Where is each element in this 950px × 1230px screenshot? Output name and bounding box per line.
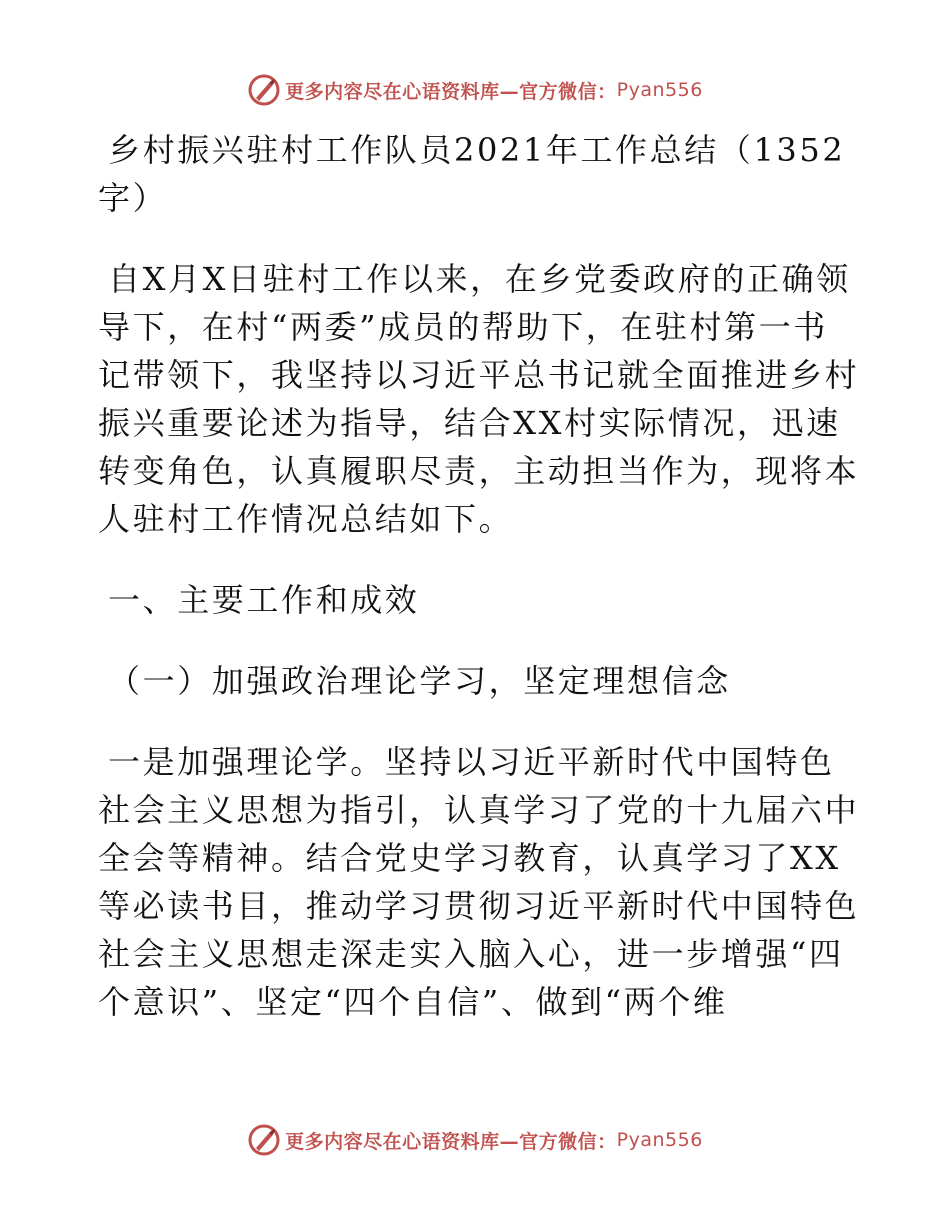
watermark-footer <box>0 1120 950 1160</box>
subsection-heading: （一）加强政治理论学习，坚定理想信念 <box>108 662 731 700</box>
watermark-text: 更多内容尽在心语资料库—官方微信： <box>285 1130 617 1153</box>
paragraph-line: 全会等精神。结合党史学习教育，认真学习了XX <box>98 839 841 877</box>
pen-circle-icon <box>247 1123 281 1157</box>
paragraph-line: 社会主义思想为指引，认真学习了党的十九届六中 <box>98 791 860 829</box>
pen-circle-icon <box>247 73 281 107</box>
section-heading: 一、主要工作和成效 <box>108 581 420 619</box>
paragraph-line: 转变角色，认真履职尽责，主动担当作为，现将本 <box>98 452 860 490</box>
paragraph-line: 自X月X日驻村工作以来，在乡党委政府的正确领 <box>108 260 851 298</box>
paragraph-line: 人驻村工作情况总结如下。 <box>98 500 514 538</box>
paragraph-line: 社会主义思想走深走实入脑入心，进一步增强“四 <box>98 935 844 973</box>
watermark-account: Pyan556 <box>616 1129 703 1151</box>
watermark-header <box>0 70 950 110</box>
paragraph-line: 振兴重要论述为指导，结合XX村实际情况，迅速 <box>98 404 841 442</box>
paragraph-line: 一是加强理论学。坚持以习近平新时代中国特色 <box>108 743 835 781</box>
watermark-text: 更多内容尽在心语资料库—官方微信： <box>285 80 617 103</box>
watermark-account: Pyan556 <box>616 79 703 101</box>
title-line: 乡村振兴驻村工作队员2021年工作总结（1352 <box>108 131 846 169</box>
paragraph-line: 等必读书目，推动学习贯彻习近平新时代中国特色 <box>98 887 860 925</box>
paragraph-line: 个意识”、坚定“四个自信”、做到“两个维 <box>98 983 728 1021</box>
document-body <box>98 126 858 1026</box>
paragraph-line: 记带领下，我坚持以习近平总书记就全面推进乡村 <box>98 356 860 394</box>
paragraph-line: 导下，在村“两委”成员的帮助下，在驻村第一书 <box>98 308 828 346</box>
title-line: 字） <box>98 179 168 217</box>
